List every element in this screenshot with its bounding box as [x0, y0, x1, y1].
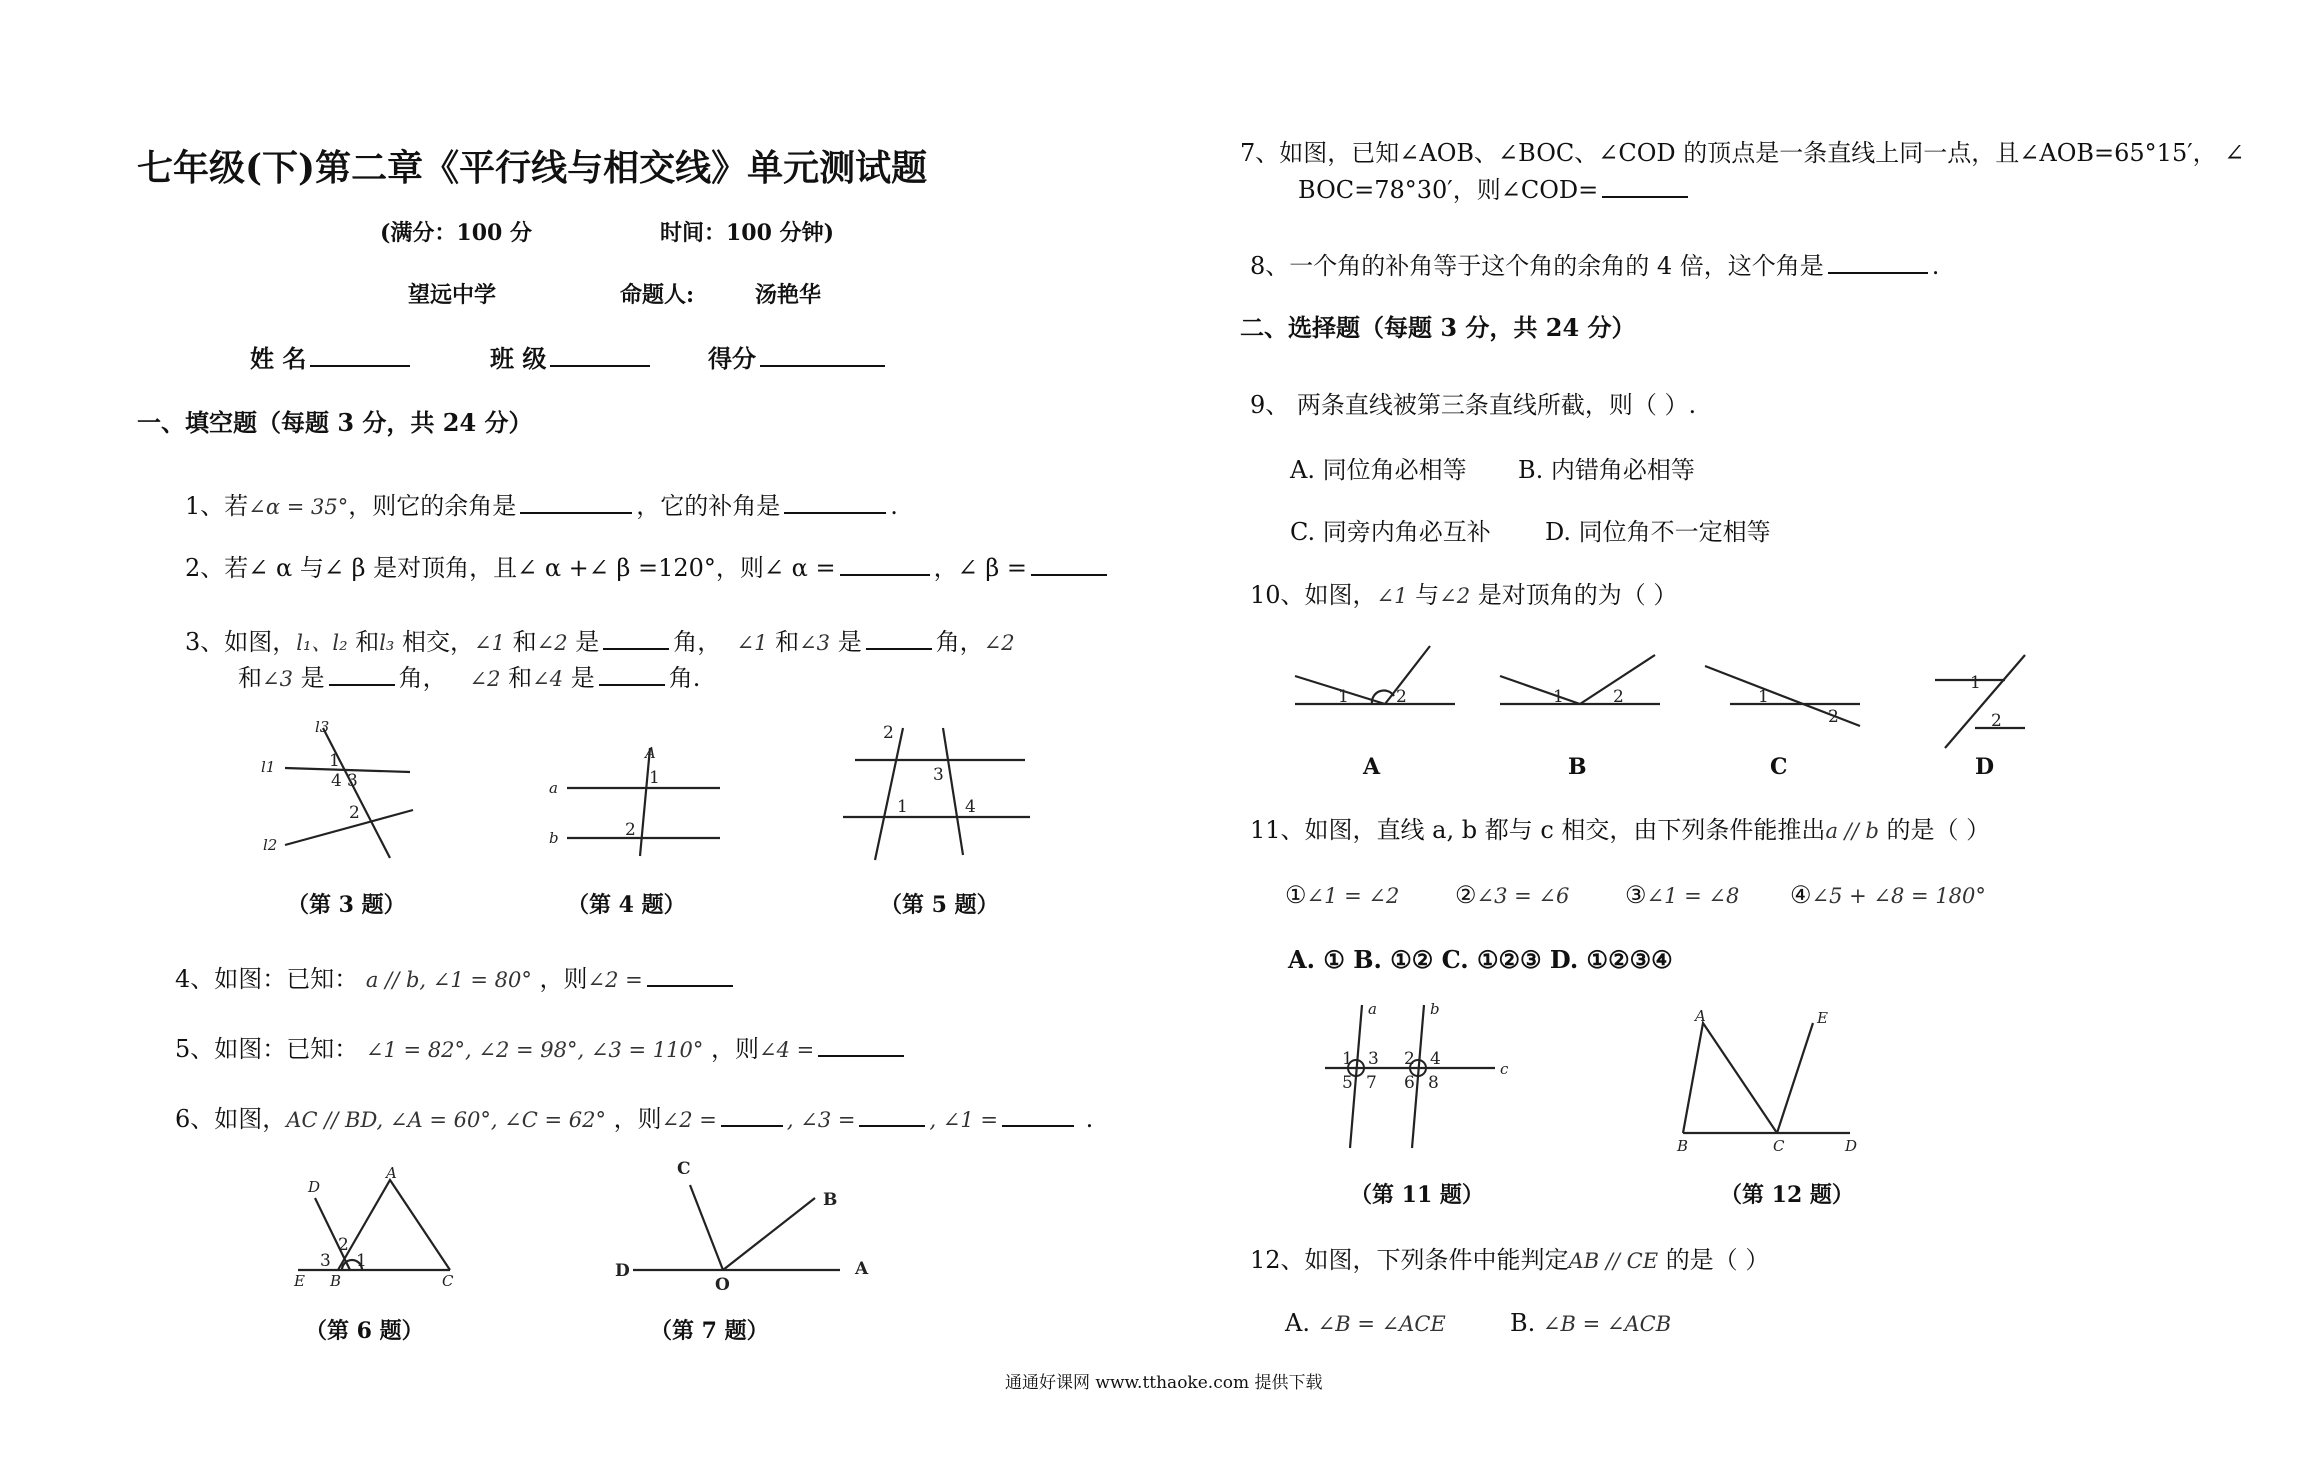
- q3-line2-and: 和: [238, 664, 262, 692]
- caption-q4: （第 4 题）: [567, 892, 686, 918]
- svg-text:D: D: [1845, 1137, 1858, 1155]
- svg-text:2: 2: [625, 820, 636, 840]
- svg-text:B: B: [330, 1272, 342, 1290]
- svg-text:3: 3: [320, 1251, 331, 1271]
- name-blank[interactable]: [310, 343, 410, 367]
- question-3-line-1: [185, 626, 1015, 658]
- q3-jiao1: 角，: [673, 628, 722, 656]
- svg-text:D: D: [615, 1261, 630, 1281]
- svg-text:l3: l3: [315, 718, 330, 736]
- full-score: (满分：100 分: [380, 220, 532, 246]
- q10-label-b: B: [1568, 754, 1587, 780]
- q6-math-3: , ∠3 =: [786, 1108, 856, 1132]
- svg-text:3: 3: [347, 771, 358, 791]
- class-field[interactable]: [490, 343, 654, 374]
- q11-circle-4: ④: [1790, 881, 1812, 909]
- q3-a5: ∠2: [983, 631, 1015, 655]
- question-11: [1250, 815, 1990, 846]
- svg-text:2: 2: [349, 803, 360, 823]
- q3-text-b: 相交，: [401, 628, 474, 656]
- svg-text:5: 5: [1342, 1073, 1353, 1093]
- q6-blank-2[interactable]: [859, 1103, 925, 1127]
- name-label: 姓 名: [250, 344, 307, 373]
- q3-blank-3[interactable]: [329, 662, 395, 686]
- svg-text:4: 4: [965, 797, 976, 817]
- svg-text:C: C: [442, 1272, 454, 1290]
- q6-math-1: AC // BD, ∠A = 60°, ∠C = 62°: [286, 1108, 606, 1132]
- q5-text-a: 5、如图：已知：: [175, 1035, 359, 1063]
- q12-text-b: 的是（ ）: [1665, 1246, 1770, 1274]
- q2-text-b: ，∠ β =: [933, 554, 1027, 582]
- q1-text-a: 1、若: [185, 492, 249, 520]
- q12-option-a[interactable]: [1285, 1308, 1446, 1339]
- q11-math: a // b: [1825, 819, 1879, 843]
- exam-time: 时间：100 分钟): [660, 220, 834, 246]
- svg-text:b: b: [549, 829, 559, 847]
- q6-blank-3[interactable]: [1002, 1103, 1074, 1127]
- q11-condition-4: [1790, 880, 1986, 911]
- q11-math-2: ∠3 = ∠6: [1476, 884, 1570, 908]
- q3-is3: 是: [300, 664, 325, 692]
- q7-blank[interactable]: [1602, 174, 1688, 198]
- q5-math-2: ∠4 =: [759, 1038, 815, 1062]
- question-7-line-2: [1298, 174, 1692, 205]
- svg-text:1: 1: [1970, 673, 1981, 693]
- question-10: [1250, 580, 1677, 611]
- caption-q5: （第 5 题）: [880, 892, 999, 918]
- score-field[interactable]: [708, 343, 889, 374]
- caption-q11: （第 11 题）: [1350, 1182, 1484, 1208]
- figure-q7: [615, 1150, 875, 1300]
- q1-blank-1[interactable]: [520, 490, 632, 514]
- figure-q11: [1320, 1000, 1510, 1150]
- score-blank[interactable]: [760, 343, 885, 367]
- q4-math-1: a // b, ∠1 = 80°: [365, 968, 532, 992]
- q3-is1: 是: [575, 628, 600, 656]
- svg-text:C: C: [1773, 1137, 1785, 1155]
- svg-text:l1: l1: [261, 758, 276, 776]
- figure-q10-a: [1290, 640, 1460, 720]
- svg-text:b: b: [1430, 1000, 1440, 1018]
- q1-text-c: ，它的补角是: [636, 492, 781, 520]
- question-12: [1250, 1245, 1769, 1276]
- caption-q3: （第 3 题）: [287, 892, 406, 918]
- class-label: 班 级: [490, 344, 547, 373]
- q5-math-1: ∠1 = 82°, ∠2 = 98°, ∠3 = 110°: [365, 1038, 704, 1062]
- question-4: [175, 963, 737, 995]
- svg-text:E: E: [294, 1272, 305, 1290]
- q11-math-4: ∠5 + ∠8 = 180°: [1811, 884, 1986, 908]
- svg-text:B: B: [1677, 1137, 1689, 1155]
- q11-condition-2: [1455, 880, 1569, 911]
- q10-text-b: 与: [1415, 581, 1440, 609]
- author-label: 命题人:: [620, 282, 695, 308]
- figure-q3: [255, 720, 425, 860]
- svg-text:7: 7: [1366, 1073, 1377, 1093]
- q10-text-c: 是对顶角的为（ ）: [1477, 581, 1678, 609]
- svg-text:a: a: [549, 779, 558, 797]
- svg-text:1: 1: [329, 751, 340, 771]
- q7-text-b: BOC=78°30′，则∠COD=: [1298, 176, 1599, 204]
- question-1: [185, 490, 898, 522]
- svg-text:2: 2: [1404, 1049, 1415, 1069]
- q12-math: AB // CE: [1568, 1249, 1659, 1273]
- q2-text-a: 2、若∠ α 与∠ β 是对顶角，且∠ α +∠ β =120°，则∠ α =: [185, 554, 836, 582]
- q4-text-a: 4、如图：已知：: [175, 965, 359, 993]
- q9-option-c[interactable]: C. 同旁内角必互补: [1290, 518, 1491, 546]
- q3-jiao3: 角，: [398, 664, 447, 692]
- svg-text:2: 2: [883, 723, 894, 743]
- q1-text-b: ，则它的余角是: [348, 492, 517, 520]
- q3-and: 和: [355, 628, 380, 656]
- svg-text:2: 2: [1613, 687, 1624, 707]
- q10-text-a: 10、如图，: [1250, 581, 1377, 609]
- q11-text-a: 11、如图，直线 a, b 都与 c 相交，由下列条件能推出: [1250, 816, 1826, 844]
- q3-l3: l₃: [379, 631, 395, 655]
- svg-text:c: c: [1500, 1060, 1509, 1078]
- question-9: 9、 两条直线被第三条直线所截，则（ ）.: [1250, 391, 1697, 419]
- q3-l1: l₁、: [296, 631, 333, 655]
- q1-blank-2[interactable]: [784, 490, 886, 514]
- author-name: 汤艳华: [755, 282, 822, 308]
- question-7-line-1: 7、如图，已知∠AOB、∠BOC、∠COD 的顶点是一条直线上同一点，且∠AOB=65°15′， ∠: [1240, 139, 2245, 167]
- svg-text:3: 3: [1368, 1049, 1379, 1069]
- score-label: 得分: [708, 344, 756, 373]
- q12-option-a-math: ∠B = ∠ACE: [1317, 1312, 1446, 1336]
- svg-text:D: D: [308, 1178, 321, 1196]
- svg-text:A: A: [386, 1164, 397, 1182]
- q6-text-a: 6、如图，: [175, 1105, 287, 1133]
- q11-text-b: 的是（ ）: [1886, 816, 1991, 844]
- question-6: [175, 1103, 1093, 1135]
- q5-blank[interactable]: [818, 1033, 904, 1057]
- svg-text:1: 1: [1338, 687, 1349, 707]
- q3-blank-2[interactable]: [866, 626, 932, 650]
- class-blank[interactable]: [550, 343, 650, 367]
- section1-title: 一、填空题（每题 3 分，共 24 分）: [137, 408, 533, 437]
- q3-a4: ∠3: [799, 631, 831, 655]
- svg-text:2: 2: [338, 1235, 349, 1255]
- q3-text-a: 3、如图，: [185, 628, 297, 656]
- q10-math-1: ∠1: [1376, 584, 1408, 608]
- q3-blank-4[interactable]: [599, 662, 665, 686]
- q3-a6: ∠3: [262, 667, 293, 691]
- q4-text-b: ，则: [539, 965, 588, 993]
- caption-q7: （第 7 题）: [650, 1318, 769, 1344]
- section2-title: 二、选择题（每题 3 分，共 24 分）: [1240, 313, 1636, 342]
- q4-math-2: ∠2 =: [587, 968, 643, 992]
- q12-text-a: 12、如图，下列条件中能判定: [1250, 1246, 1569, 1274]
- q11-circle-2: ②: [1455, 881, 1477, 909]
- svg-text:8: 8: [1428, 1073, 1439, 1093]
- q5-text-b: ，则: [711, 1035, 759, 1063]
- q6-end: .: [1085, 1105, 1094, 1133]
- q3-and3: 和: [775, 628, 800, 656]
- q11-condition-1: [1285, 880, 1399, 911]
- footer-credit: 通通好课网 www.tthaoke.com 提供下载: [1005, 1373, 1323, 1393]
- q3-jiao4: 角.: [668, 664, 701, 692]
- q12-option-b-label: B.: [1510, 1309, 1536, 1337]
- svg-text:2: 2: [1828, 707, 1839, 727]
- q1-math: ∠α = 35°: [248, 495, 349, 519]
- svg-text:E: E: [1817, 1009, 1828, 1027]
- svg-text:A: A: [855, 1259, 869, 1279]
- q9-option-b[interactable]: B. 内错角必相等: [1518, 456, 1695, 484]
- question-2: [185, 552, 1111, 583]
- svg-text:A: A: [1695, 1007, 1706, 1025]
- figure-q10-c: [1700, 660, 1870, 730]
- svg-text:1: 1: [1342, 1049, 1353, 1069]
- q11-options[interactable]: A. ① B. ①② C. ①②③ D. ①②③④: [1288, 945, 1673, 974]
- caption-q6: （第 6 题）: [305, 1318, 424, 1344]
- name-field[interactable]: [250, 343, 414, 374]
- q3-l2: l₂: [332, 631, 348, 655]
- q3-jiao2: 角，: [935, 628, 984, 656]
- svg-text:a: a: [1368, 1000, 1377, 1018]
- q10-label-c: C: [1770, 754, 1788, 780]
- q11-math-1: ∠1 = ∠2: [1306, 884, 1400, 908]
- svg-text:3: 3: [933, 765, 944, 785]
- q10-math-2: ∠2: [1439, 584, 1471, 608]
- q3-blank-1[interactable]: [603, 626, 669, 650]
- q12-option-a-label: A.: [1285, 1309, 1310, 1337]
- q3-a3: ∠1: [736, 631, 768, 655]
- question-3-line-2: [238, 662, 700, 694]
- q3-a7: ∠2: [469, 667, 501, 691]
- figure-q10-b: [1495, 650, 1665, 720]
- svg-text:1: 1: [356, 1251, 367, 1271]
- q6-math-2: ∠2 =: [661, 1108, 717, 1132]
- svg-text:1: 1: [897, 797, 908, 817]
- q1-text-d: .: [890, 492, 898, 520]
- q3-is2: 是: [837, 628, 862, 656]
- q11-circle-1: ①: [1285, 881, 1307, 909]
- svg-text:6: 6: [1404, 1073, 1415, 1093]
- q8-text-a: 8、一个角的补角等于这个角的余角的 4 倍，这个角是: [1250, 252, 1824, 280]
- q3-and4: 和: [508, 664, 533, 692]
- page-title: 七年级(下)第二章《平行线与相交线》单元测试题: [137, 147, 928, 189]
- q3-a2: ∠2: [536, 631, 568, 655]
- q2-blank-1[interactable]: [840, 552, 930, 576]
- school-name: 望远中学: [408, 282, 497, 308]
- q6-math-4: , ∠1 =: [929, 1108, 999, 1132]
- svg-text:2: 2: [1991, 711, 2002, 731]
- svg-text:4: 4: [331, 771, 342, 791]
- svg-text:2: 2: [1396, 687, 1407, 707]
- q4-blank[interactable]: [647, 963, 733, 987]
- svg-text:1: 1: [1758, 687, 1769, 707]
- svg-text:C: C: [677, 1159, 691, 1179]
- svg-text:4: 4: [1430, 1049, 1441, 1069]
- q6-blank-1[interactable]: [721, 1103, 783, 1127]
- q12-option-b[interactable]: [1510, 1308, 1671, 1339]
- svg-text:A: A: [645, 744, 656, 762]
- q12-option-b-math: ∠B = ∠ACB: [1542, 1312, 1672, 1336]
- q3-and2: 和: [512, 628, 537, 656]
- q11-math-3: ∠1 = ∠8: [1646, 884, 1740, 908]
- q3-a8: ∠4: [532, 667, 564, 691]
- svg-text:1: 1: [1553, 687, 1564, 707]
- figure-q12: [1665, 1005, 1865, 1155]
- svg-text:B: B: [823, 1190, 838, 1210]
- svg-text:O: O: [715, 1275, 730, 1295]
- q8-blank[interactable]: [1828, 250, 1928, 274]
- figure-q10-d: [1925, 650, 2045, 750]
- svg-text:1: 1: [649, 768, 660, 788]
- q10-label-d: D: [1975, 754, 1995, 780]
- svg-text:l2: l2: [263, 836, 278, 854]
- q3-a1: ∠1: [473, 631, 505, 655]
- question-8: [1250, 250, 1939, 281]
- q9-option-d[interactable]: D. 同位角不一定相等: [1545, 518, 1771, 546]
- q10-label-a: A: [1363, 754, 1381, 780]
- q6-text-b: ，则: [613, 1105, 662, 1133]
- figure-q6: [290, 1164, 470, 1290]
- q11-circle-3: ③: [1625, 881, 1647, 909]
- q11-condition-3: [1625, 880, 1739, 911]
- q8-text-b: .: [1931, 252, 1940, 280]
- q3-is4: 是: [570, 664, 595, 692]
- caption-q12: （第 12 题）: [1720, 1182, 1854, 1208]
- question-5: [175, 1033, 908, 1065]
- q9-option-a[interactable]: A. 同位角必相等: [1290, 456, 1467, 484]
- figure-q5: [835, 720, 1035, 860]
- figure-q4: [545, 738, 725, 858]
- q2-blank-2[interactable]: [1031, 552, 1107, 576]
